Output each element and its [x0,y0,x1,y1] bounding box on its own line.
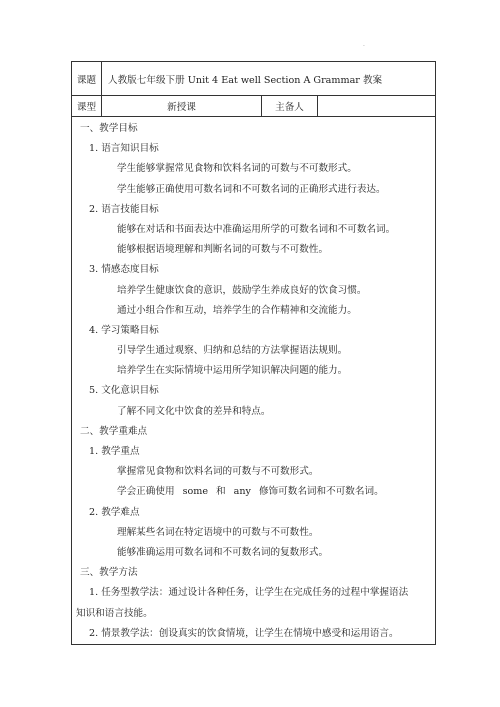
title-row [72,62,436,96]
method-item: 1. 任务型教学法：通过设计各种任务，让学生在完成任务的过程中掌握语法 [89,587,409,599]
type-value: 新授课 [102,96,262,117]
objective-item: 引导学生通过观察、归纳和总结的方法掌握语法规则。 [117,345,348,357]
section-heading: 一、教学目标 [80,123,138,134]
method-item: 2. 情景教学法：创设真实的饮食情境，让学生在情境中感受和运用语言。 [89,627,399,639]
objective-item: 理解某些名词在特定语境中的可数与不可数性。 [117,526,319,538]
content-row [72,117,436,645]
text-fragment: 修饰可数名词和不可数名词。 [258,486,384,498]
objective-item: 了解不同文化中饮食的差异和特点。 [117,405,271,417]
objective-item: 通过小组合作和互动，培养学生的合作精神和交流能力。 [117,304,357,316]
subsection-heading: 5. 文化意识目标 [89,385,159,397]
objective-item: 学生能够掌握常见食物和饮料名词的可数与不可数形式。 [117,163,357,175]
objective-item [72,482,435,502]
section-heading: 二、教学重难点 [80,425,148,437]
keyword-some: some [182,486,209,498]
subsection-heading: 1. 教学重点 [89,446,140,457]
subsection-heading: 4. 学习策略目标 [89,324,159,336]
keyword-any: any [233,486,251,498]
objective-item: 掌握常见食物和饮料名词的可数与不可数形式。 [117,466,319,478]
objective-item: 培养学生在实际情境中运用所学知识解决问题的能力。 [117,365,348,377]
text-fragment: 和 [216,486,226,498]
objective-item: 能够准确运用可数名词和不可数名词的复数形式。 [117,546,329,558]
type-row [72,96,436,117]
author-label: 主备人 [262,96,318,117]
content-cell [72,117,436,645]
subsection-heading: 2. 语言技能目标 [89,203,159,215]
lesson-plan-table [71,61,436,645]
objective-item: 能够根据语境理解和判断名词的可数与不可数性。 [117,244,329,256]
subsection-heading: 3. 情感态度目标 [89,264,159,276]
objective-item: 学生能够正确使用可数名词和不可数名词的正确形式进行表达。 [117,183,386,195]
topic-value: 人教版七年级下册 Unit 4 Eat well Section A Grammar 教案 [102,62,436,96]
objective-item: 能够在对话和书面表达中准确运用所学的可数名词和不可数名词。 [117,223,396,235]
author-value [318,96,436,117]
subsection-heading: 2. 教学难点 [89,506,140,518]
type-label: 课型 [72,96,102,117]
corner-mark: · [363,43,365,50]
text-fragment: 学会正确使用 [117,486,175,498]
objective-item: 培养学生健康饮食的意识，鼓励学生养成良好的饮食习惯。 [117,284,367,296]
method-item-continued: 知识和语言技能。 [76,607,153,619]
section-heading: 三、教学方法 [80,567,138,579]
topic-label: 课题 [72,62,102,96]
subsection-heading: 1. 语言知识目标 [89,143,159,155]
